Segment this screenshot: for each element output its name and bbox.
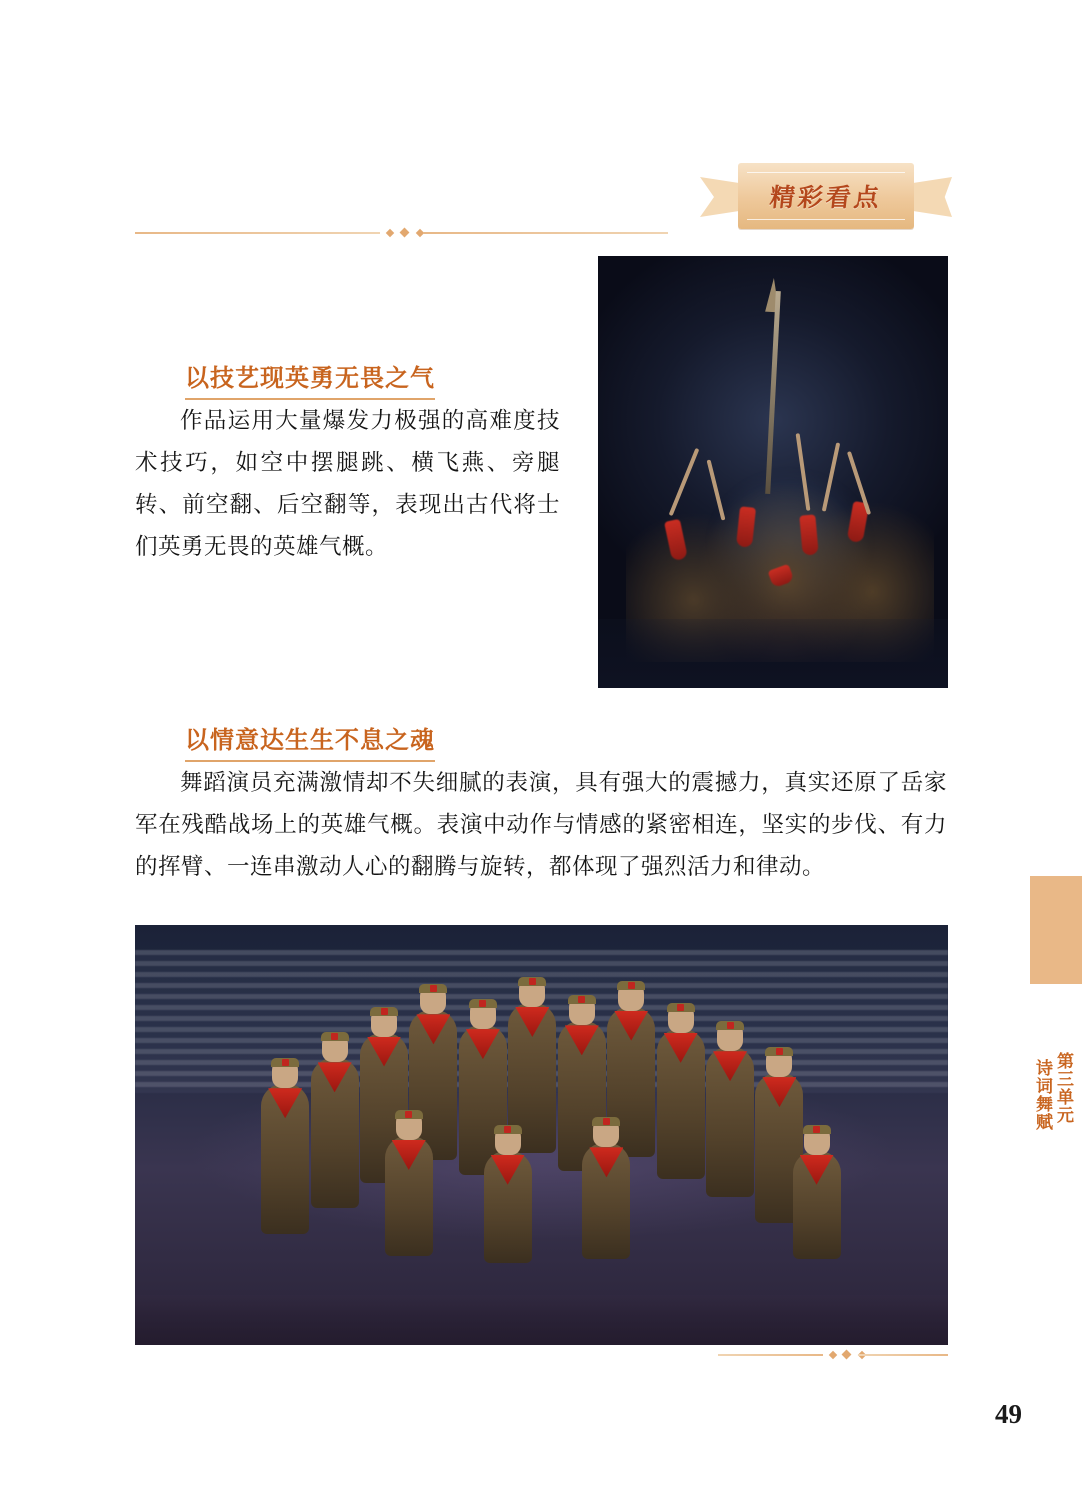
photo-2-scene <box>135 925 948 1345</box>
stage-photo-1 <box>598 256 948 688</box>
headband-icon <box>716 1021 744 1030</box>
headband-icon <box>803 1125 831 1134</box>
red-scarf-icon <box>800 1155 834 1185</box>
section-banner <box>700 163 952 231</box>
divider-diamond-icon <box>829 1351 837 1359</box>
red-scarf-icon <box>268 1088 302 1118</box>
section-body-1: 作品运用大量爆发力极强的高难度技术技巧，如空中摆腿跳、横飞燕、旁腿转、前空翻、后空翻等，表现出古代将士们英勇无畏的英雄气概。 <box>135 408 560 559</box>
red-scarf-icon <box>614 1011 648 1041</box>
headband-icon <box>568 995 596 1004</box>
headband-icon <box>370 1007 398 1016</box>
dancer-figure <box>385 1136 433 1256</box>
section-heading-2: 以情意达生生不息之魂 <box>185 720 435 762</box>
red-scarf-icon <box>466 1029 500 1059</box>
headband-icon <box>617 981 645 990</box>
red-scarf-icon <box>589 1147 623 1177</box>
top-divider <box>135 230 668 236</box>
banner-label: 精彩看点 <box>768 185 884 212</box>
section-heading-1: 以技艺现英勇无畏之气 <box>185 358 435 400</box>
divider-bar-left <box>718 1354 823 1356</box>
red-scarf-icon <box>713 1051 747 1081</box>
photo-2-stage-floor <box>135 1295 948 1345</box>
dancer-figure <box>706 1047 754 1197</box>
dancer-figure <box>311 1058 359 1208</box>
unit-tab-marker <box>1030 876 1082 984</box>
divider-bar-left <box>135 232 380 234</box>
photo-1-scene <box>598 256 948 688</box>
page-number: 49 <box>995 1399 1022 1429</box>
headband-icon <box>469 999 497 1008</box>
dancer-figure <box>793 1151 841 1259</box>
headband-icon <box>667 1003 695 1012</box>
headband-icon <box>321 1032 349 1041</box>
headband-icon <box>419 984 447 993</box>
divider-bar-right <box>423 232 668 234</box>
dancer-figure <box>582 1143 630 1259</box>
headband-icon <box>592 1117 620 1126</box>
divider-diamond-icon <box>842 1350 852 1360</box>
unit-title: 诗词舞赋 <box>1033 1059 1052 1131</box>
stage-photo-2 <box>135 925 948 1345</box>
red-scarf-icon <box>799 515 818 556</box>
red-scarf-icon <box>515 1007 549 1037</box>
dancer-figure <box>261 1084 309 1234</box>
red-scarf-icon <box>762 1077 796 1107</box>
red-scarf-icon <box>416 1014 450 1044</box>
dancer-figure <box>484 1151 532 1263</box>
dancer-figure <box>657 1029 705 1179</box>
red-scarf-icon <box>318 1062 352 1092</box>
headband-icon <box>518 977 546 986</box>
divider-diamond-icon <box>386 229 394 237</box>
red-scarf-icon <box>491 1155 525 1185</box>
bottom-divider <box>718 1352 948 1358</box>
red-scarf-icon <box>392 1140 426 1170</box>
banner-plate <box>738 163 914 229</box>
headband-icon <box>494 1125 522 1134</box>
red-scarf-icon <box>664 1033 698 1063</box>
headband-icon <box>765 1047 793 1056</box>
unit-number: 第三单元 <box>1054 1052 1073 1124</box>
photo-1-stage-floor <box>598 619 948 688</box>
divider-diamond-icon <box>400 228 410 238</box>
red-scarf-icon <box>565 1025 599 1055</box>
red-scarf-icon <box>367 1037 401 1067</box>
section-body-2: 舞蹈演员充满激情却不失细腻的表演，具有强大的震撼力，真实还原了岳家军在残酷战场上的英雄气概。表演中动作与情感的紧密相连，坚实的步伐、有力的挥臂、一连串激动人心的翻腾与旋转，都体现了强烈活力和律动。 <box>135 770 947 879</box>
divider-bar-right <box>858 1354 948 1356</box>
headband-icon <box>271 1058 299 1067</box>
photo-2-dancer-group <box>249 959 867 1329</box>
unit-tab-label <box>1033 998 1074 1178</box>
headband-icon <box>395 1110 423 1119</box>
